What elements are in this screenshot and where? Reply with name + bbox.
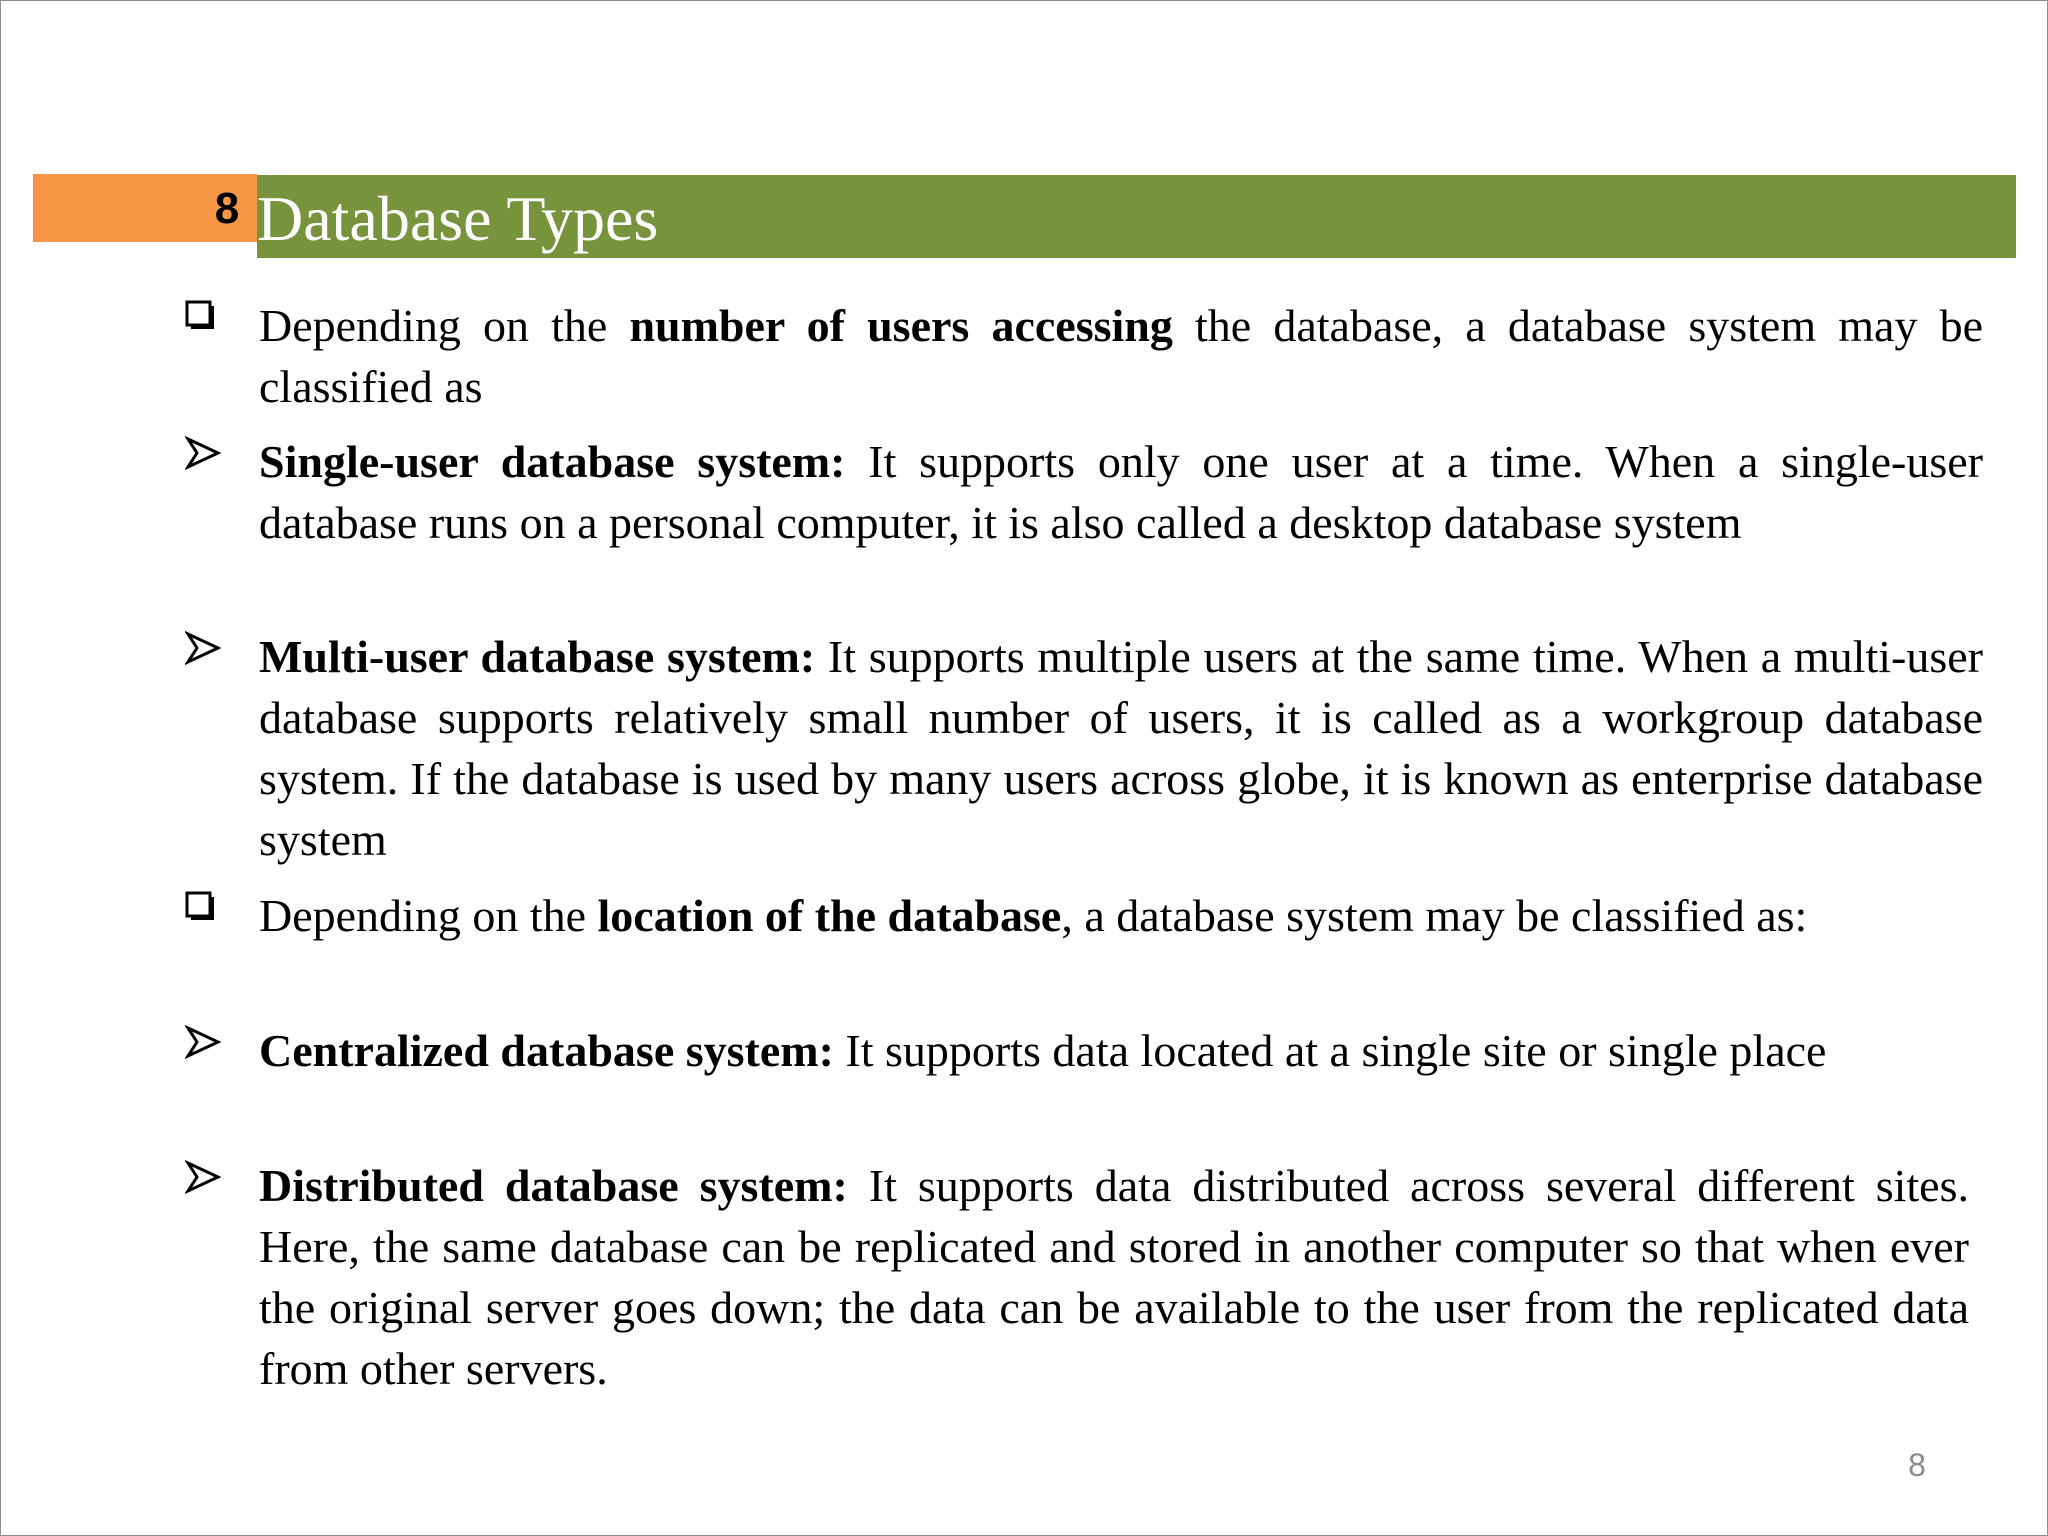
arrowhead-right-icon [183,433,223,473]
item-text-pre: Depending on the [259,300,630,351]
bullet-item [259,1020,1969,1081]
bullet-item [259,885,1969,946]
item-text-bold: Multi-user database system: [259,631,816,682]
item-text-bold: location of the database [597,890,1062,941]
item-text-pre: Depending on the [259,890,598,941]
item-text-post: the database, a database system may be classified as [259,300,1984,412]
item-text-post: It supports multiple users at the same time. When a multi-user database supports relatively small number of users, it is called as a workgroup database system. If the database is used by many users across globe, it is known as enterprise database system [259,631,1983,865]
slide-title: Database Types [257,183,659,254]
bullet-item [259,1155,1969,1399]
checkbox-square-icon [183,887,223,927]
arrowhead-right-icon [183,628,223,668]
item-text-bold: Distributed database system: [259,1160,848,1211]
item-text-post: It supports only one user at a time. When a single-user database runs on a personal computer, it is also called a desktop database system [259,436,1983,548]
item-text-bold: Single-user database system: [259,436,846,487]
item-text-bold: Centralized database system: [259,1025,834,1076]
item-text-bold: number of users accessing [629,300,1173,351]
page-number: 8 [1908,1447,1926,1483]
bullet-item [259,431,1983,553]
bullet-item [259,626,1983,870]
item-text-post: It supports data located at a single site or single place [833,1025,1827,1076]
content-body [1,1,2048,1536]
item-text-post: It supports data distributed across several different sites. Here, the same database can be replicated and stored in another computer so that when ever the original server goes down; the data can be available to the user from the replicated data from other servers. [259,1160,1969,1394]
bullet-item [259,295,1983,417]
arrowhead-right-icon [183,1157,223,1197]
arrowhead-right-icon [183,1022,223,1062]
checkbox-square-icon [183,296,223,336]
slide-number-badge: 8 [214,184,240,233]
item-text-post: , a database system may be classified as: [1061,890,1808,941]
